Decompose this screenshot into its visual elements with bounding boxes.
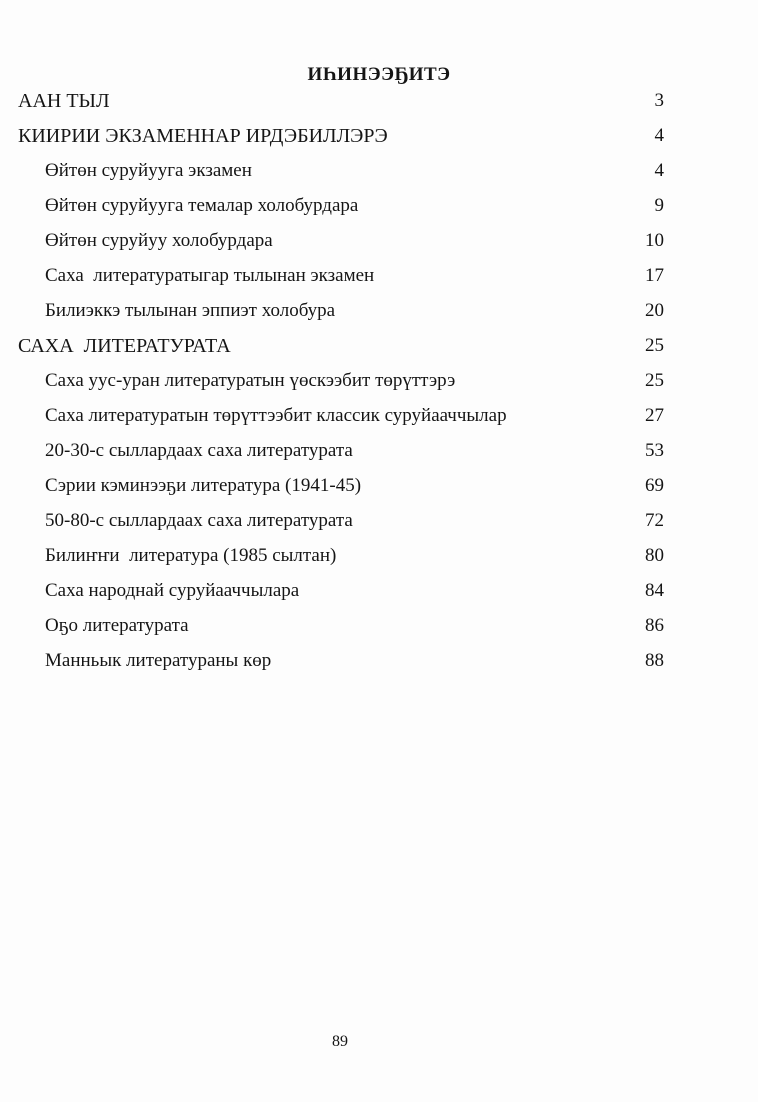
toc-entry-title: Саха народнай суруйааччылара bbox=[45, 580, 300, 601]
toc-entry-title: Оҕо литературата bbox=[45, 615, 189, 636]
toc-entry bbox=[0, 472, 758, 507]
toc-entry bbox=[0, 647, 758, 682]
toc-entry-title: КИИРИИ ЭКЗАМЕННАР ИРДЭБИЛЛЭРЭ bbox=[18, 125, 388, 147]
toc-entry bbox=[0, 367, 758, 402]
toc-entry bbox=[0, 507, 758, 542]
toc-entry bbox=[0, 297, 758, 332]
toc-entry-title: Саха литературатыгар тылынан экзамен bbox=[45, 265, 375, 286]
toc-entry bbox=[0, 157, 758, 192]
toc-entry-title: 20-30-с сыллардаах саха литературата bbox=[45, 440, 353, 461]
toc-entry-title: Билиэккэ тылынан эппиэт холобура bbox=[45, 300, 336, 321]
toc-entry-page: 84 bbox=[645, 580, 664, 601]
toc-entry-page: 9 bbox=[654, 195, 664, 216]
toc-entry-title: САХА ЛИТЕРАТУРАТА bbox=[18, 335, 231, 357]
toc-entry bbox=[0, 192, 758, 227]
toc-section bbox=[0, 332, 758, 367]
toc-entry-page: 25 bbox=[645, 335, 664, 356]
toc-entry-page: 20 bbox=[645, 300, 664, 321]
toc-entry-page: 4 bbox=[654, 160, 664, 181]
page-number: 89 bbox=[332, 1033, 348, 1050]
toc-entry-title: Саха уус-уран литературатын үөскээбит төрүттэрэ bbox=[45, 370, 456, 391]
toc-entry-page: 25 bbox=[645, 370, 664, 391]
page-title: ИҺИНЭЭҔИТЭ bbox=[307, 64, 451, 85]
toc-entry bbox=[0, 402, 758, 437]
toc-entry-page: 27 bbox=[645, 405, 664, 426]
toc-section bbox=[0, 122, 758, 157]
toc-entry-page: 88 bbox=[645, 650, 664, 671]
toc-entry-title: Өйтөн суруйууга темалар холобурдара bbox=[45, 195, 359, 216]
toc-entry-title: ААН ТЫЛ bbox=[18, 90, 110, 112]
toc-entry-page: 80 bbox=[645, 545, 664, 566]
toc-entry-title: Билиҥҥи литература (1985 сылтан) bbox=[45, 545, 337, 566]
toc-entry-title: Сэрии кэминээҕи литература (1941-45) bbox=[45, 475, 362, 496]
toc-section bbox=[0, 87, 758, 122]
toc-entry bbox=[0, 612, 758, 647]
toc-entry-page: 86 bbox=[645, 615, 664, 636]
toc-entry-title: Өйтөн суруйууга экзамен bbox=[45, 160, 252, 181]
toc-entry-title: Манньык литератураны көр bbox=[45, 650, 272, 671]
toc-entry-page: 10 bbox=[645, 230, 664, 251]
toc-entry-page: 53 bbox=[645, 440, 664, 461]
table-of-contents bbox=[0, 87, 758, 682]
toc-entry bbox=[0, 262, 758, 297]
toc-entry-page: 4 bbox=[654, 125, 664, 146]
toc-entry-page: 69 bbox=[645, 475, 664, 496]
toc-entry bbox=[0, 437, 758, 472]
toc-entry-page: 3 bbox=[654, 90, 664, 111]
toc-entry bbox=[0, 577, 758, 612]
toc-entry-title: Өйтөн суруйуу холобурдара bbox=[45, 230, 273, 251]
toc-entry bbox=[0, 227, 758, 262]
toc-entry-title: 50-80-с сыллардаах саха литературата bbox=[45, 510, 353, 531]
toc-entry-page: 72 bbox=[645, 510, 664, 531]
toc-entry-title: Саха литературатын төрүттээбит классик суруйааччылар bbox=[45, 405, 507, 426]
toc-entry-page: 17 bbox=[645, 265, 664, 286]
toc-entry bbox=[0, 542, 758, 577]
